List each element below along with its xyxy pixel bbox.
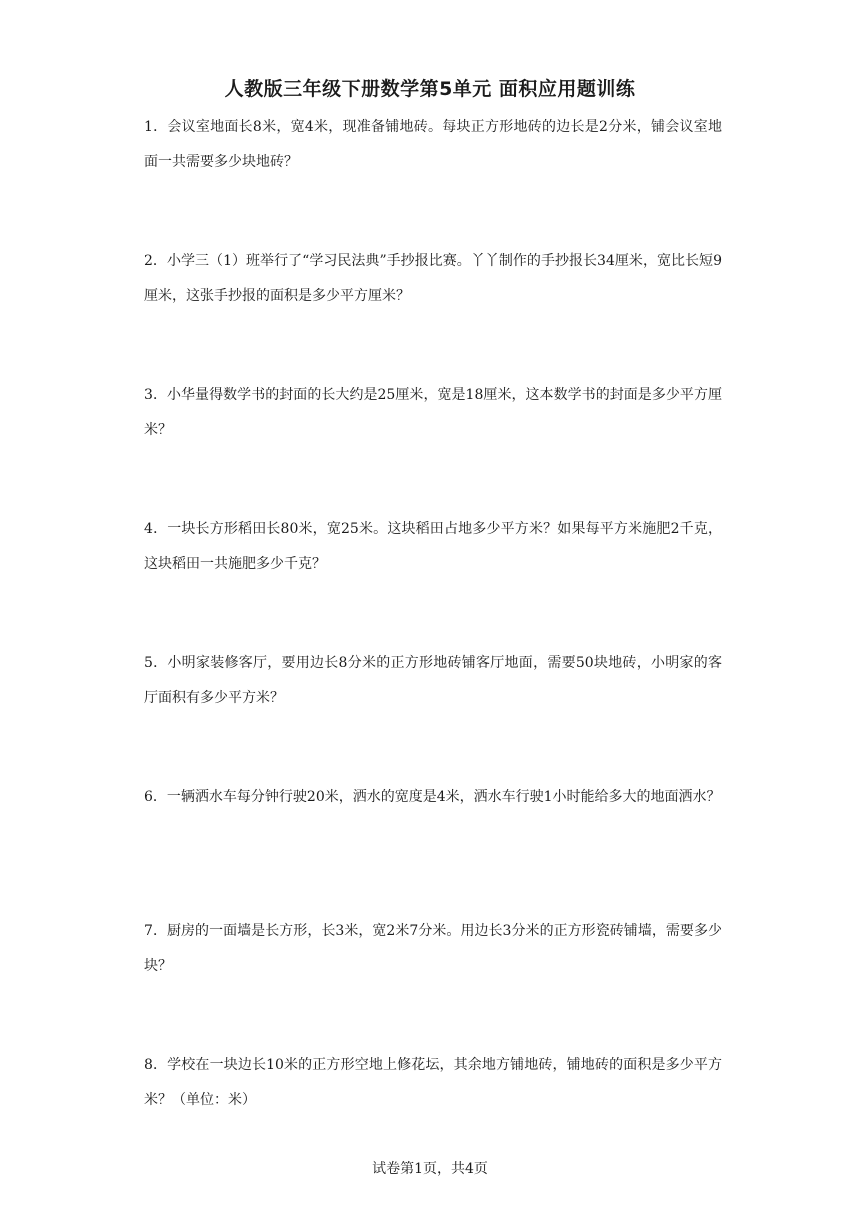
- question-6: 6．一辆洒水车每分钟行驶20米，洒水的宽度是4米，洒水车行驶1小时能给多大的地面洒水？: [144, 789, 721, 805]
- question-3: 3．小华量得数学书的封面的长大约是25厘米，宽是18厘米，这本数学书的封面是多少平方厘米？: [144, 387, 722, 438]
- page-title: 人教版三年级下册数学第5单元 面积应用题训练: [224, 78, 636, 100]
- question-7: 7．厨房的一面墙是长方形，长3米，宽2米7分米。用边长3分米的正方形瓷砖铺墙，需要多少块？: [144, 923, 722, 974]
- question-1: 1．会议室地面长8米，宽4米，现准备铺地砖。每块正方形地砖的边长是2分米，铺会议室地面一共需要多少块地砖？: [144, 119, 722, 170]
- question-8: 8．学校在一块边长10米的正方形空地上修花坛，其余地方铺地砖，铺地砖的面积是多少平方米？（单位：米）: [144, 1057, 722, 1108]
- question-2: 2．小学三（1）班举行了“学习民法典”手抄报比赛。丫丫制作的手抄报长34厘米，宽比长短9厘米，这张手抄报的面积是多少平方厘米？: [144, 253, 722, 304]
- question-5: 5．小明家装修客厅，要用边长8分米的正方形地砖铺客厅地面，需要50块地砖，小明家的客厅面积有多少平方米？: [144, 655, 722, 706]
- page-footer: 试卷第1页，共4页: [372, 1161, 488, 1177]
- question-4: 4．一块长方形稻田长80米，宽25米。这块稻田占地多少平方米？如果每平方米施肥2千克，这块稻田一共施肥多少千克？: [144, 521, 722, 572]
